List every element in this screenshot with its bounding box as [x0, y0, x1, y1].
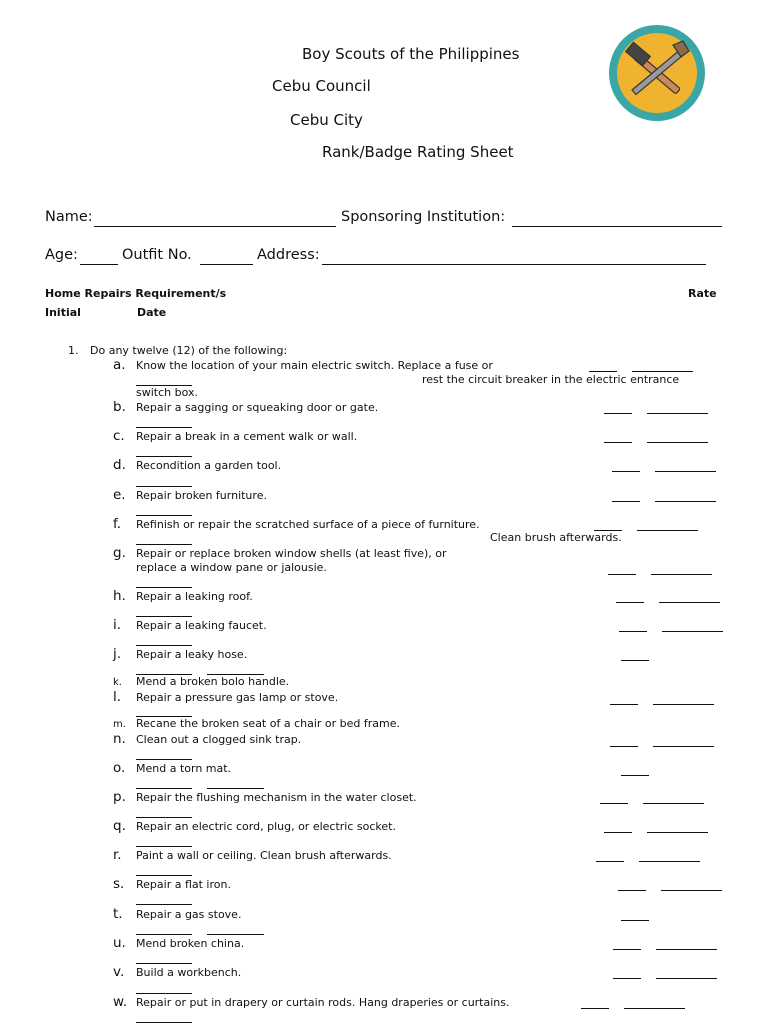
- item-text: Repair an electric cord, plug, or electric socket.: [136, 820, 396, 833]
- item-letter: l.: [113, 689, 122, 705]
- item-text: Clean out a clogged sink trap.: [136, 733, 302, 746]
- date-line[interactable]: [647, 413, 708, 414]
- city-name: Cebu City: [290, 111, 363, 129]
- rate-line[interactable]: [589, 371, 617, 372]
- date-line[interactable]: [661, 890, 722, 891]
- initial-line[interactable]: [136, 616, 192, 617]
- item-letter: g.: [113, 545, 126, 561]
- item-letter: n.: [113, 731, 126, 747]
- item-text: Repair the flushing mechanism in the water closet.: [136, 791, 417, 804]
- outfit-label: Outfit No.: [122, 247, 192, 263]
- date-line[interactable]: [656, 949, 717, 950]
- item-letter: k.: [113, 677, 122, 688]
- item-letter: a.: [113, 357, 126, 373]
- initial-line[interactable]: [136, 1022, 192, 1023]
- age-label: Age:: [45, 247, 78, 263]
- item-text: Mend broken china.: [136, 937, 245, 950]
- item-text: Repair a pressure gas lamp or stove.: [136, 691, 339, 704]
- rate-line[interactable]: [613, 978, 641, 979]
- date-line[interactable]: [655, 501, 716, 502]
- item-letter: b.: [113, 399, 126, 415]
- name-label: Name:: [45, 209, 93, 225]
- date-line[interactable]: [651, 574, 712, 575]
- item-text-continued: switch box.: [136, 386, 198, 399]
- initial-line[interactable]: [136, 904, 192, 905]
- sponsor-input-line[interactable]: [512, 226, 722, 227]
- item-letter: c.: [113, 428, 125, 444]
- initial-line[interactable]: [136, 817, 192, 818]
- item-text: Repair or put in drapery or curtain rods. Hang draperies or curtains.: [136, 996, 510, 1009]
- initial-line[interactable]: [136, 963, 192, 964]
- item-letter: u.: [113, 935, 126, 951]
- item-text: Mend a broken bolo handle.: [136, 675, 290, 688]
- rate-line[interactable]: [621, 775, 649, 776]
- rate-line[interactable]: [610, 704, 638, 705]
- item-letter: i.: [113, 617, 122, 633]
- rate-line[interactable]: [619, 631, 647, 632]
- rate-line[interactable]: [610, 746, 638, 747]
- item-letter: t.: [113, 906, 123, 922]
- date-line[interactable]: [659, 602, 720, 603]
- initial-line[interactable]: [136, 846, 192, 847]
- item-text: Repair a leaking faucet.: [136, 619, 267, 632]
- date-line[interactable]: [207, 934, 264, 935]
- initial-header: Initial: [45, 306, 81, 319]
- org-name: Boy Scouts of the Philippines: [302, 45, 520, 63]
- item-text: Repair or replace broken window shells (at least five), or: [136, 547, 447, 560]
- rate-line[interactable]: [612, 471, 640, 472]
- name-input-line[interactable]: [94, 226, 336, 227]
- item-text: Build a workbench.: [136, 966, 242, 979]
- rate-line[interactable]: [596, 861, 624, 862]
- initial-line[interactable]: [136, 456, 192, 457]
- item-letter: o.: [113, 760, 126, 776]
- item-letter: r.: [113, 847, 122, 863]
- rate-line[interactable]: [621, 660, 649, 661]
- date-line[interactable]: [653, 704, 714, 705]
- date-line[interactable]: [637, 530, 698, 531]
- date-line[interactable]: [662, 631, 723, 632]
- item-letter: v.: [113, 964, 125, 980]
- item-text: Repair a leaky hose.: [136, 648, 248, 661]
- age-input-line[interactable]: [80, 264, 118, 265]
- item-text-continued: replace a window pane or jalousie.: [136, 561, 327, 574]
- item-text: Know the location of your main electric switch. Replace a fuse or: [136, 359, 493, 372]
- item-text: Repair a leaking roof.: [136, 590, 253, 603]
- item-text: Recondition a garden tool.: [136, 459, 282, 472]
- item-letter: q.: [113, 818, 126, 834]
- item-text: Refinish or repair the scratched surface of a piece of furniture.: [136, 518, 480, 531]
- initial-line[interactable]: [136, 875, 192, 876]
- rate-line[interactable]: [604, 413, 632, 414]
- item-text-continued: Clean brush afterwards.: [490, 531, 622, 544]
- item-letter: h.: [113, 588, 126, 604]
- rate-line[interactable]: [621, 920, 649, 921]
- item-text: Recane the broken seat of a chair or bed frame.: [136, 717, 401, 730]
- sheet-title: Rank/Badge Rating Sheet: [322, 143, 514, 161]
- item-text: Mend a torn mat.: [136, 762, 232, 775]
- rate-header: Rate: [688, 287, 717, 300]
- initial-line[interactable]: [136, 486, 192, 487]
- item-letter: w.: [113, 994, 128, 1010]
- council-name: Cebu Council: [272, 77, 371, 95]
- date-line[interactable]: [653, 746, 714, 747]
- item-letter: d.: [113, 457, 126, 473]
- instruction-number: 1.: [68, 344, 79, 357]
- hammer-wrench-badge-icon: [607, 23, 707, 123]
- date-line[interactable]: [624, 1008, 685, 1009]
- date-line[interactable]: [207, 788, 264, 789]
- initial-line[interactable]: [136, 427, 192, 428]
- instruction-text: Do any twelve (12) of the following:: [90, 344, 288, 357]
- rate-line[interactable]: [613, 949, 641, 950]
- item-text: Paint a wall or ceiling. Clean brush afterwards.: [136, 849, 392, 862]
- item-letter: s.: [113, 876, 125, 892]
- address-label: Address:: [257, 247, 320, 263]
- item-text: Repair a gas stove.: [136, 908, 242, 921]
- address-input-line[interactable]: [322, 264, 706, 265]
- item-letter: e.: [113, 487, 126, 503]
- item-letter: j.: [113, 646, 122, 662]
- item-text: Repair a sagging or squeaking door or gate.: [136, 401, 379, 414]
- initial-line[interactable]: [136, 587, 192, 588]
- initial-line[interactable]: [136, 544, 192, 545]
- rate-line[interactable]: [604, 442, 632, 443]
- sponsor-label: Sponsoring Institution:: [341, 209, 506, 225]
- rate-line[interactable]: [600, 803, 628, 804]
- rate-line[interactable]: [581, 1008, 609, 1009]
- item-text: Repair a break in a cement walk or wall.: [136, 430, 358, 443]
- initial-line[interactable]: [136, 934, 192, 935]
- date-line[interactable]: [647, 442, 708, 443]
- item-letter: p.: [113, 789, 126, 805]
- item-letter: f.: [113, 516, 122, 532]
- rate-line[interactable]: [604, 832, 632, 833]
- initial-line[interactable]: [136, 788, 192, 789]
- initial-line[interactable]: [136, 645, 192, 646]
- date-line[interactable]: [632, 371, 693, 372]
- rate-line[interactable]: [608, 574, 636, 575]
- initial-line[interactable]: [136, 759, 192, 760]
- initial-line[interactable]: [136, 515, 192, 516]
- item-letter: m.: [113, 719, 126, 730]
- item-text: Repair broken furniture.: [136, 489, 267, 502]
- outfit-input-line[interactable]: [200, 264, 253, 265]
- date-line[interactable]: [656, 978, 717, 979]
- item-text: Repair a flat iron.: [136, 878, 231, 891]
- date-line[interactable]: [643, 803, 704, 804]
- item-text-continued: rest the circuit breaker in the electric entrance: [422, 373, 680, 386]
- date-header: Date: [137, 306, 167, 319]
- date-line[interactable]: [647, 832, 708, 833]
- initial-line[interactable]: [136, 993, 192, 994]
- date-line[interactable]: [655, 471, 716, 472]
- rate-line[interactable]: [612, 501, 640, 502]
- requirement-header: Home Repairs Requirement/s: [45, 287, 227, 300]
- rate-line[interactable]: [616, 602, 644, 603]
- rate-line[interactable]: [618, 890, 646, 891]
- date-line[interactable]: [639, 861, 700, 862]
